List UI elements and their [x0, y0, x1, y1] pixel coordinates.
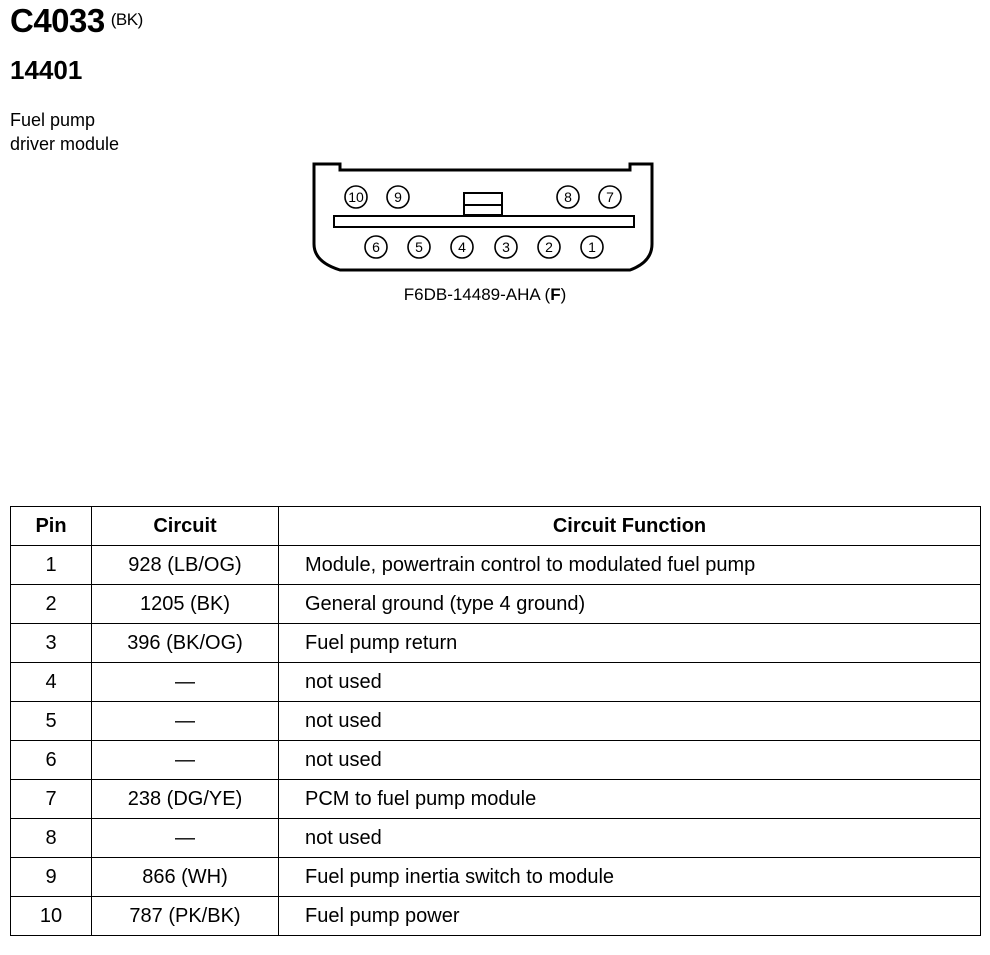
function-cell: not used [279, 702, 981, 741]
connector-face-diagram [300, 152, 670, 282]
pin-cell: 1 [11, 546, 92, 585]
pin-cell: 5 [11, 702, 92, 741]
part-number: 14401 [10, 55, 83, 85]
description-line-1: Fuel pump [10, 110, 96, 130]
circuit-cell: 238 (DG/YE) [92, 780, 279, 819]
pin-label-1: 1 [588, 239, 596, 255]
circuit-cell: 866 (WH) [92, 858, 279, 897]
header-circuit: Circuit [92, 507, 279, 546]
table-row [11, 897, 981, 936]
description-line-2: driver module [10, 134, 120, 154]
circuit-cell: 1205 (BK) [92, 585, 279, 624]
pin-label-6: 6 [372, 239, 380, 255]
pin-cell: 6 [11, 741, 92, 780]
circuit-cell: — [92, 819, 279, 858]
function-cell: Module, powertrain control to modulated fuel pump [279, 546, 981, 585]
circuit-cell: 396 (BK/OG) [92, 624, 279, 663]
circuit-cell: — [92, 663, 279, 702]
function-cell: PCM to fuel pump module [279, 780, 981, 819]
pin-label-10: 10 [348, 189, 364, 205]
table-row [11, 663, 981, 702]
function-cell: not used [279, 663, 981, 702]
circuit-cell: 928 (LB/OG) [92, 546, 279, 585]
circuit-cell: 787 (PK/BK) [92, 897, 279, 936]
function-cell: not used [279, 819, 981, 858]
circuit-cell: — [92, 741, 279, 780]
table-row [11, 702, 981, 741]
pin-table-header-row [11, 507, 981, 546]
pin-label-2: 2 [545, 239, 553, 255]
function-cell: Fuel pump inertia switch to module [279, 858, 981, 897]
header-circuit-function: Circuit Function [279, 507, 981, 546]
pin-cell: 4 [11, 663, 92, 702]
table-row [11, 780, 981, 819]
connector-color: (BK) [110, 10, 143, 29]
table-row [11, 819, 981, 858]
pin-label-3: 3 [502, 239, 510, 255]
pin-label-4: 4 [458, 239, 466, 255]
pin-cell: 2 [11, 585, 92, 624]
circuit-cell: — [92, 702, 279, 741]
function-cell: General ground (type 4 ground) [279, 585, 981, 624]
function-cell: Fuel pump power [279, 897, 981, 936]
table-row [11, 546, 981, 585]
table-row [11, 585, 981, 624]
pin-label-7: 7 [606, 189, 614, 205]
pin-label-5: 5 [415, 239, 423, 255]
table-row [11, 624, 981, 663]
pin-label-9: 9 [394, 189, 402, 205]
pin-cell: 10 [11, 897, 92, 936]
pin-cell: 9 [11, 858, 92, 897]
connector-part-code-suffix: F [550, 285, 561, 304]
pin-label-8: 8 [564, 189, 572, 205]
component-description [10, 108, 119, 156]
table-row [11, 858, 981, 897]
header-pin: Pin [11, 507, 92, 546]
pin-table [10, 506, 981, 936]
pin-cell: 7 [11, 780, 92, 819]
connector-pins [345, 186, 621, 258]
pin-cell: 8 [11, 819, 92, 858]
connector-part-code: F6DB-14489-AHA (F) [403, 285, 567, 304]
connector-partition-bar [334, 216, 634, 227]
function-cell: not used [279, 741, 981, 780]
pin-cell: 3 [11, 624, 92, 663]
function-cell: Fuel pump return [279, 624, 981, 663]
table-row [11, 741, 981, 780]
connector-id: C4033 [10, 2, 105, 39]
connector-title [10, 2, 143, 40]
